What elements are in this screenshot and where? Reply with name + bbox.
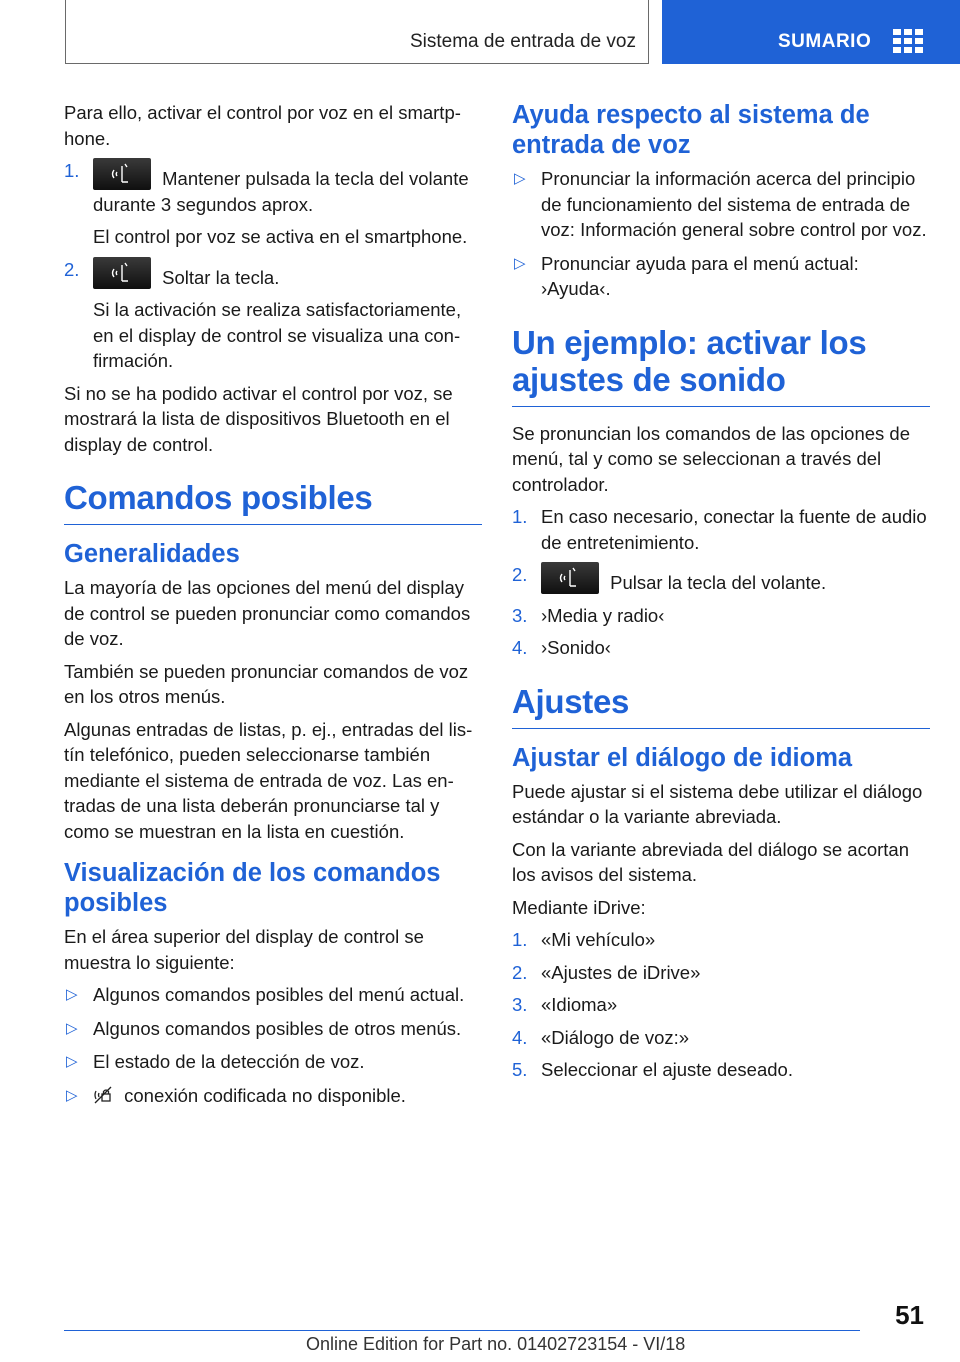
step-number: 1. [512,929,528,950]
step-item [512,562,930,596]
step-number: 3. [512,604,528,626]
intro-paragraph: Para ello, activar el control por voz en el smartphone. [64,102,461,149]
step-number: 3. [512,994,528,1015]
list-item [64,982,482,1008]
list-item [64,1049,482,1075]
list-item-text: Pronunciar la información acerca del principio de funcionamiento del sistema de entrada de voz: Información general sobre control por voz. [541,168,927,240]
bullet-icon: ▷ [66,1019,78,1037]
step-text: «Mi vehículo» [541,929,656,950]
list-item-text: Algunos comandos posibles de otros menús. [93,1017,462,1039]
bullet-icon: ▷ [514,254,526,272]
list-item [512,251,930,302]
list-item-text: conexión codificada no disponible. [124,1084,406,1106]
grid-icon [893,29,923,53]
step-text: En caso necesario, conectar la fuente de audio de entretenimiento. [541,506,927,553]
step-item [512,1025,930,1051]
general-paragraph: También se pueden pronunciar comandos de voz en los otros menús. [64,660,469,707]
dialog-paragraph: Mediante iDrive: [512,896,646,918]
step-subtext: Si la activación se realiza satisfactoriamente, en el display de control se visualiza una confirmación. [93,299,462,371]
left-column [64,100,482,1119]
footer-divider [64,1330,860,1331]
heading-ayuda: Ayuda respecto al sistema de entrada de voz [512,101,870,159]
voice-key-icon [93,257,151,289]
sumario-button[interactable] [662,0,960,64]
page-number: 51 [895,1300,924,1330]
sumario-label: SUMARIO [778,31,872,52]
step-text: Pulsar la tecla del volante. [610,572,827,593]
step-text: «Idioma» [541,994,618,1015]
footer-edition: Online Edition for Part no. 01402723154 - VI/18 [306,1334,686,1354]
step-item [512,992,930,1018]
step-text: ›Media y radio‹ [541,604,665,626]
step-item [512,603,930,629]
dialog-paragraph: Con la variante abreviada del diálogo se acortan los avisos del sistema. [512,838,909,885]
step-item [64,257,482,291]
step-item [512,635,930,661]
step-number: 5. [512,1059,528,1080]
step-item [512,927,930,953]
list-item-text: Pronunciar ayuda para el menú actual: ›Ayuda‹. [541,252,859,299]
step-text: «Diálogo de voz:» [541,1026,690,1048]
list-item [64,1016,482,1042]
header-bar [65,0,649,64]
display-paragraph: En el área superior del display de control se muestra lo siguiente: [64,926,424,973]
right-column [512,100,930,1090]
step-number: 2. [512,961,528,983]
chapter-title: Sistema de entrada de voz [409,31,636,52]
list-item-text: Algunos comandos posibles del menú actual. [93,984,465,1005]
voice-key-icon [541,562,599,594]
fallback-paragraph: Si no se ha podido activar el control por voz, se mostrará la lista de dispositivos Bluetooth en el display de control. [64,382,453,455]
step-item [512,1057,930,1083]
voice-key-icon [93,158,151,190]
step-text: Seleccionar el ajuste deseado. [541,1059,793,1080]
heading-ajustar-dialogo: Ajustar el diálogo de idioma [512,743,853,772]
step-number: 1. [64,160,80,181]
list-item-text: El estado de la detección de voz. [93,1051,365,1072]
bullet-icon: ▷ [66,1053,78,1070]
step-item [512,504,930,555]
heading-ajustes: Ajustes [512,683,930,729]
step-text: ›Sonido‹ [541,637,611,658]
step-text: Mantener pulsada la tecla del volante durante 3 segundos aprox. [93,168,469,215]
step-text: «Ajustes de iDrive» [541,961,701,983]
list-item [64,1083,482,1112]
step-number: 2. [512,564,528,585]
step-subtext: El control por voz se activa en el smartphone. [93,226,468,247]
example-paragraph: Se pronuncian los comandos de las opciones de menú, tal y como se seleccionan a través del controlador. [512,422,911,495]
general-paragraph: Algunas entradas de listas, p. ej., entradas del listín telefónico, pueden seleccionarse también mediante el sistema de entrada de voz. Las entradas de una lista deberán pronunciarse tal y como se muestran en la lista en cuestión. [64,718,473,842]
heading-un-ejemplo: Un ejemplo: activar los ajustes de sonido [512,324,930,407]
dialog-paragraph: Puede ajustar si el sistema debe utilizar el diálogo estándar o la variante abreviada. [512,780,923,827]
heading-generalidades: Generalidades [64,540,240,568]
encryption-unavailable-icon [93,1085,113,1112]
bullet-icon: ▷ [514,170,526,187]
step-number: 1. [512,506,528,527]
step-text: Soltar la tecla. [162,266,280,288]
list-item [512,166,930,243]
heading-comandos-posibles: Comandos posibles [64,479,482,525]
step-number: 2. [64,258,80,280]
step-item [512,960,930,986]
heading-visualizacion: Visualización de los comandos posibles [64,859,441,917]
bullet-icon: ▷ [66,1086,78,1104]
step-number: 4. [512,1026,528,1048]
step-number: 4. [512,637,528,658]
general-paragraph: La mayoría de las opciones del menú del display de control se pueden pronunciar como comandos de voz. [64,577,471,649]
bullet-icon: ▷ [66,986,78,1003]
step-item [64,158,482,217]
